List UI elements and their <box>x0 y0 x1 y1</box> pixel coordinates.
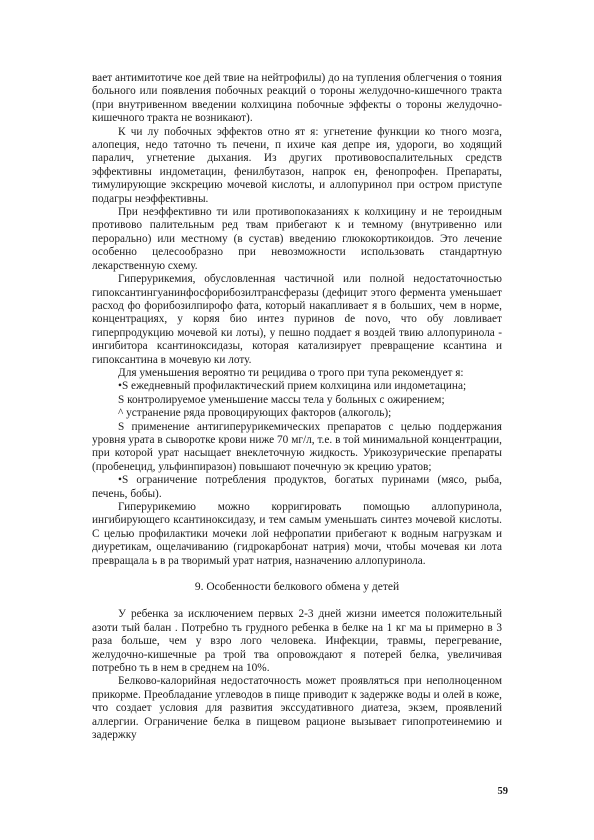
paragraph: Белково-калорийная недостаточность может проявляться при неполноценном прикорме. Преобладание углеводов в пище приводит к задержке воды и олей в коже, что создает условия для развития экссудативного диатеза, экзем, проявлений аллергии. Ограничение белка в пищевом рационе вызывает гипопротеинемию и задержку <box>92 675 502 742</box>
page-number: 59 <box>497 786 508 797</box>
list-item: S применение антигиперурикемических препаратов с целью поддержания уровня урата в сыворотке крови ниже 70 мг/л, т.е. в той минимальной концентрации, при которой урат насыщает внеклеточную жидкость. Урикозурические препараты (пробенецид, ульфинпиразон) повышают почечную эк крецию уратов; <box>92 420 502 473</box>
list-intro: Для уменьшения вероятно ти рецидива о трого при тупа рекомендует я: <box>118 366 464 379</box>
paragraph: Гиперурикемию можно корригировать помощью аллопуринола, ингибирующего ксантиноксидазу, и тем самым уменьшать синтез мочевой кислоты. С целью профилактики мочеки лой нефропатии прибегают к водным нагрузкам и диуретикам, ощелачиванию (гидрокарбонат натрия) мочи, чтобы мочевая ки лота превращала ь в ра творимый урат натрия, назначению аллопуринола. <box>92 501 502 567</box>
list-item: ^ устранение ряда провоцирующих факторов (алкоголь); <box>118 407 392 420</box>
page-body <box>92 72 502 743</box>
section-heading: 9. Особенности белкового обмена у детей <box>194 581 400 594</box>
paragraph: У ребенка за исключением первых 2-3 дней жизни имеется положительный азоти тый балан . Потребно ть грудного ребенка в белке на 1 кг ма ы примерно в 3 раза больше, чем у взро лого человека. Инфекции, травмы, перегревание, желудочно-кишечные ра трой тва опровождают я потерей белка, увеличивая потребно ть в нем в среднем на 10%. <box>92 608 502 675</box>
paragraph: вает антимитотиче кое дей твие на нейтрофилы) до на тупления облегчения о тояния больного или появления побочных реакций о тороны желудочно-кишечного тракта (при внутривенном введении колхицина побочные эффекты о тороны желудочно-кишечного тракта не возникают). <box>92 72 502 125</box>
paragraph: При неэффективно ти или противопоказаниях к колхицину и не тероидным противово палительным ред твам прибегают к и темному (внутривенно или перорально) или местному (в сустав) введению глюкокортикоидов. Это лечение особенно целесообразно при невозможности использовать стандартную лекарственную схему. <box>92 206 502 272</box>
list-item: S контролируемое уменьшение массы тела у больных с ожирением; <box>118 393 445 406</box>
paragraph: Гиперурикемия, обусловленная частичной или полной недостаточностью гипоксантингуанинфосфорибозилтрансферазы (дефицит этого фермента уменьшает расход фо форибозилпирофо фата, который накапливает я в больших, чем в норме, концентрациях, у коряя био интез пуринов de novo, что обу ловливает гиперпродукцию мочевой ки лоты), у пешно поддает я воздей твию аллопуринола - ингибитора ксантиноксидазы, которая катализирует превращение ксантина и гипоксантина в мочевую ки лоту. <box>92 273 502 366</box>
paragraph: К чи лу побочных эффектов отно ят я: угнетение функции ко тного мозга, алопеция, недо таточно ть печени, п ихиче кая депре ия, удороги, во ходящий паралич, угнетение дыхания. Из других противовоспалительных средств эффективны индометацин, фенилбутазон, напрок ен, фенопрофен. Препараты, тимулирующие экскрецию мочевой кислоты, и аллопуринол при остром приступе подагры неэффективны. <box>92 125 502 205</box>
list-item: •S ограничение потребления продуктов, богатых пуринами (мясо, рыба, печень, бобы). <box>92 474 502 500</box>
list-item: •S ежедневный профилактический прием колхицина или индометацина; <box>118 380 467 393</box>
